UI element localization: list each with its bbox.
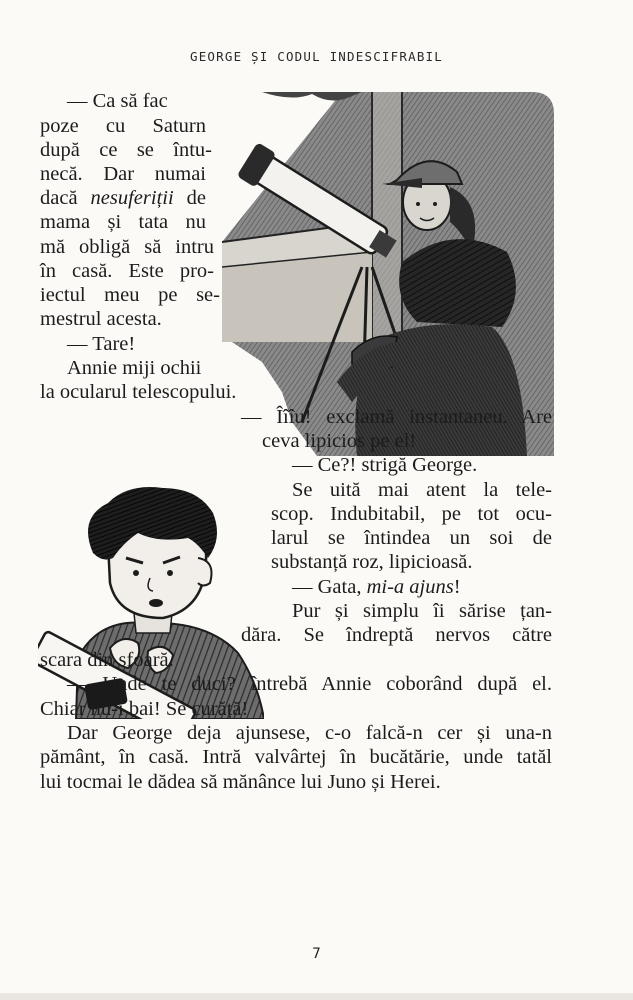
text-line: larul se întindea un soi de <box>271 527 552 549</box>
text-line: mă obligă să intru <box>40 236 214 258</box>
text-line: Dar George deja ajunsese, c-o falcă-n cer și una-n <box>67 722 552 744</box>
text-line: la ocularul telescopului. <box>40 381 237 403</box>
text-line: — Ca să fac <box>67 90 168 112</box>
text-line: — Îîîu! exclamă instantaneu. Are <box>241 406 552 428</box>
text-line: — Gata, mi-a ajuns! <box>292 576 461 598</box>
text-line: Se uită mai atent la tele- <box>292 479 552 501</box>
text-line: după ce se întu- <box>40 139 212 161</box>
illustration-annie-telescope <box>222 92 554 456</box>
text-line: — Tare! <box>67 333 136 355</box>
text-line: lui tocmai le dădea să mănânce lui Juno și Herei. <box>40 771 441 793</box>
text-line: Pur și simplu îi sărise țan- <box>292 600 552 622</box>
text-line: în casă. Este pro- <box>40 260 214 282</box>
text-line: Annie miji ochii <box>67 357 202 379</box>
page-bottom-edge <box>0 993 633 1000</box>
text-line: mestrul acesta. <box>40 308 162 330</box>
text-line: Chiar nu-i bai! Se curăță! <box>40 698 249 720</box>
text-line: mama și tata nu <box>40 211 206 233</box>
text-line: — Unde te duci? întrebă Annie coborând după el. <box>67 673 552 695</box>
text-line: scara din sfoară. <box>40 649 174 671</box>
running-header: GEORGE ȘI CODUL INDESCIFRABIL <box>189 49 444 64</box>
text-line: — Ce?! strigă George. <box>292 454 478 476</box>
text-line: pământ, în casă. Intră valvârtej în bucătărie, unde tatăl <box>40 746 552 768</box>
page-number: 7 <box>312 946 321 962</box>
text-line: scop. Indubitabil, pe tot ocu- <box>271 503 552 525</box>
text-line: dacă nesuferiții de <box>40 187 206 209</box>
text-line: substanță roz, lipicioasă. <box>271 551 473 573</box>
text-line: ceva lipicios pe el! <box>262 430 417 452</box>
text-line: poze cu Saturn <box>40 115 206 137</box>
text-line: iectul meu pe se- <box>40 284 220 306</box>
text-line: necă. Dar numai <box>40 163 206 185</box>
text-line: dăra. Se îndreptă nervos către <box>241 624 552 646</box>
